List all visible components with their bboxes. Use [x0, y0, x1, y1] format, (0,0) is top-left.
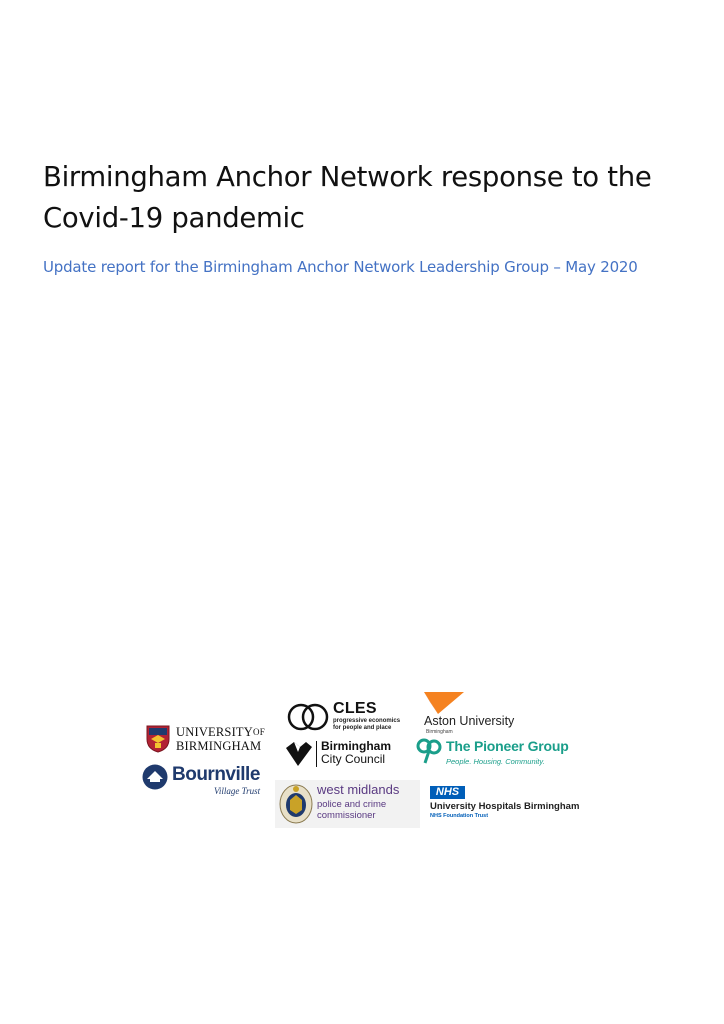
- university-of-birmingham-logo: [146, 722, 278, 756]
- uhb-nhs-logo: [430, 786, 590, 822]
- pioneer-group-logo: [416, 738, 591, 772]
- cles-tagline-2: for people and place: [333, 725, 392, 731]
- aston-city: Birmingham: [426, 729, 453, 735]
- wmpcc-line1: west midlands: [317, 782, 400, 797]
- document-title: Birmingham Anchor Network response to the Covid-19 pandemic: [43, 161, 652, 234]
- bournville-house-icon: [142, 764, 168, 790]
- police-crest-icon: [279, 784, 313, 824]
- west-midlands-pcc-logo: [275, 780, 420, 828]
- cles-logo: [286, 702, 411, 738]
- pioneer-knot-icon: [416, 738, 442, 764]
- cles-name: CLES: [333, 700, 377, 717]
- uob-of: OF: [253, 727, 265, 737]
- aston-triangle-icon: [424, 692, 464, 714]
- cles-tagline-1: progressive economics: [333, 718, 401, 724]
- bournville-name: Bournville: [172, 764, 260, 785]
- partner-logos: [140, 690, 590, 830]
- pioneer-tagline: People. Housing. Community.: [446, 757, 545, 766]
- bcc-line2: City Council: [321, 752, 386, 766]
- uob-line1: UNIVERSITY: [176, 725, 253, 739]
- university-crest-icon: [146, 725, 170, 753]
- bcc-divider: [316, 741, 317, 767]
- bcc-heart-icon: [284, 742, 312, 766]
- pioneer-name: The Pioneer Group: [446, 738, 569, 754]
- wmpcc-line3: commissioner: [317, 810, 376, 821]
- wmpcc-line2: police and crime: [317, 799, 387, 810]
- birmingham-city-council-logo: [284, 740, 409, 774]
- document-subtitle: Update report for the Birmingham Anchor Network Leadership Group – May 2020: [43, 258, 638, 276]
- cles-rings-icon: [286, 702, 330, 732]
- aston-name: Aston University: [424, 714, 515, 728]
- bournville-logo: [142, 762, 272, 802]
- bcc-line1: Birmingham: [321, 739, 392, 753]
- uob-line2: BIRMINGHAM: [176, 739, 262, 753]
- nhs-badge: NHS: [430, 786, 465, 799]
- uhb-trust: NHS Foundation Trust: [430, 813, 489, 819]
- bournville-tagline: Village Trust: [214, 786, 261, 796]
- aston-university-logo: [424, 692, 554, 738]
- uhb-name: University Hospitals Birmingham: [430, 801, 580, 812]
